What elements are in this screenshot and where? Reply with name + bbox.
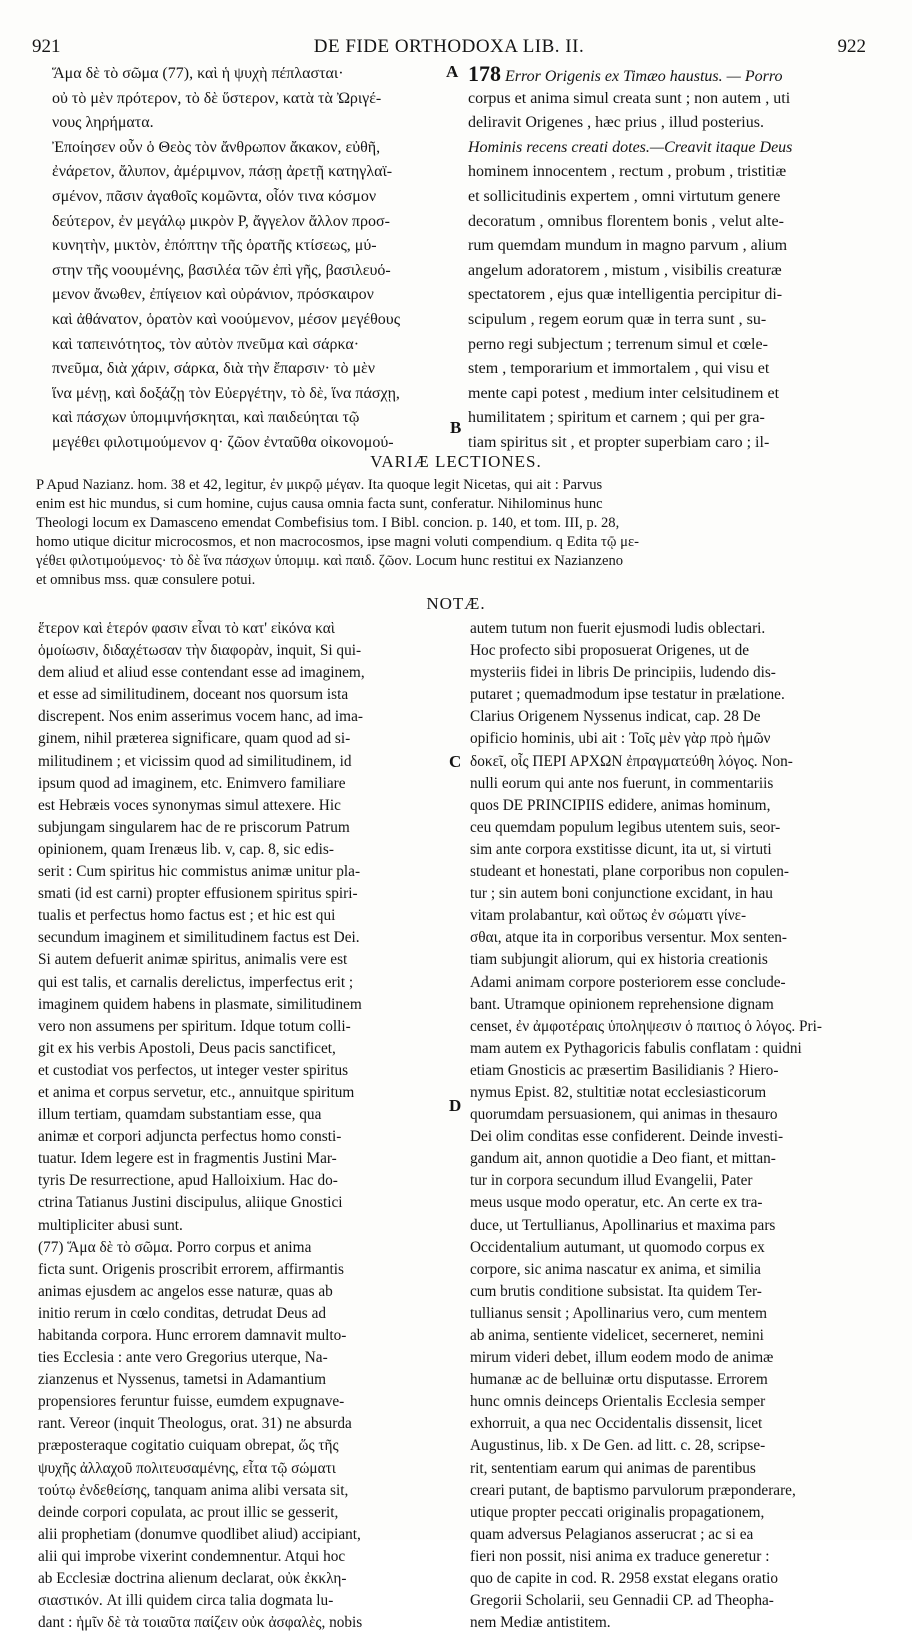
variae-lectiones-text bbox=[36, 476, 876, 590]
note-line: et anima et corpus servetur, etc., annuitque spiritum bbox=[38, 1083, 355, 1101]
note-line: opificio hominis, ubi ait : Τοῖς μὲν γὰρ πρὸ ἡμῶν bbox=[470, 730, 771, 748]
note-line: tualis et perfectus homo factus est ; et hic est qui bbox=[38, 907, 336, 925]
latin-line: mente capi potest , medium inter celsitudinem et bbox=[468, 384, 780, 402]
note-line: dem aliud et aliud esse contendant esse ad imaginem, bbox=[38, 664, 365, 682]
note-line: imaginem quidem habens in plasmate, similitudinem bbox=[38, 995, 362, 1013]
note-line: δοκεῖ, οἷς ΠΕΡΙ ΑΡΧΩΝ ἐπραγματεύθη λόγος. Non- bbox=[470, 752, 793, 770]
note-line: ginem, nihil præterea significare, quam quod ad si- bbox=[38, 730, 351, 748]
note-line: rant. Vereor (inquit Theologus, orat. 31) ne absurda bbox=[38, 1415, 352, 1433]
notae-right-column bbox=[470, 618, 878, 1634]
latin-line: et sollicitudinis expertem , omni virtutum genere bbox=[468, 187, 781, 205]
note-line: propensiores feruntur fuisse, eumdem expugnave- bbox=[38, 1393, 345, 1411]
note-line: censet, ἐν ἀμφοτέραις ὑποληψεσιν ὁ παιτιος ὁ λόγος. Pri- bbox=[470, 1017, 822, 1035]
note-line: Hoc profecto sibi proposuerat Origenes, ut de bbox=[470, 642, 750, 660]
greek-line: μενον ἄνωθεν, ἐπίγειον καὶ οὐράνιον, πρόσκαιρον bbox=[52, 286, 374, 304]
section-number: 178 bbox=[468, 61, 501, 86]
latin-line: rum quemdam mundum in magno parvum , alium bbox=[468, 237, 788, 255]
note-line: ὁμοίωσιν, διδαχέτωσαν τὴν διαφορὰν, inquit, Si qui- bbox=[38, 642, 362, 660]
greek-line: πνεῦμα, διὰ χάριν, σάρκα, διὰ τὴν ἔπαρσιν· τὸ μὲν bbox=[52, 360, 375, 378]
latin-line-text: Error Origenis ex Timæo haustus. — Porro bbox=[505, 68, 783, 85]
note-line: tyris De resurrectione, apud Halloixium. Hac do- bbox=[38, 1172, 338, 1190]
note-line: putaret ; quemadmodum ipse testatur in prælatione. bbox=[470, 686, 785, 704]
note-line: creari putant, de baptismo parvulorum præponderare, bbox=[470, 1481, 796, 1499]
note-line: animas ejusdem ac angelos esse naturæ, quas ab bbox=[38, 1282, 333, 1300]
running-title: DE FIDE ORTHODOXA LIB. II. bbox=[313, 36, 585, 57]
note-line: dant : ἡμῖν δὲ τὰ τοιαῦτα παίζειν οὐκ ἀσφαλὲς, nobis bbox=[38, 1614, 363, 1632]
margin-letter-a: A bbox=[446, 62, 459, 81]
note-line: sim ante corpora exstitisse dicunt, ita ut, si virtuti bbox=[470, 840, 772, 858]
note-line: tiam subjungit aliorum, qui ex historia creationis bbox=[470, 951, 768, 969]
note-line: bant. Utramque opinionem reprehensione dignam bbox=[470, 995, 774, 1013]
note-line: tuatur. Idem legere est in fragmentis Justini Mar- bbox=[38, 1150, 337, 1168]
greek-line: καὶ ταπεινότητος, τὸν αὐτὸν πνεῦμα καὶ σάρκα· bbox=[52, 335, 360, 353]
note-line: subjungam singularem hac de re priscorum Patrum bbox=[38, 818, 350, 836]
latin-line: decoratum , omnibus florentem bonis , velut alte- bbox=[468, 212, 784, 230]
note-line: meus usque modo operatur, etc. An certe ex tra- bbox=[470, 1194, 763, 1212]
note-line: Augustinus, lib. x De Gen. ad litt. c. 28, scripse- bbox=[470, 1437, 766, 1455]
latin-line: humilitatem ; spiritum et carnem ; qui per gra- bbox=[468, 409, 765, 427]
latin-line: deliravit Origenes , hæc prius , illud posterius. bbox=[468, 114, 764, 132]
variant-reading-line: et omnibus mss. quæ consulere potui. bbox=[36, 572, 256, 588]
note-line: autem tutum non fuerit ejusmodi ludis oblectari. bbox=[470, 620, 766, 637]
latin-line: tiam spiritus sit , et propter superbiam caro ; il- bbox=[468, 433, 770, 451]
note-line: quam adversus Pelagianos asserucrat ; ac si ea bbox=[470, 1525, 754, 1543]
note-line: smati (id est carni) propter effusionem spiritus spiri- bbox=[38, 885, 358, 903]
note-line: ab anima, sentiente videlicet, secerneret, nemini bbox=[470, 1327, 764, 1344]
note-line: alii qui improbe vixerint condemnentur. Atqui hoc bbox=[38, 1547, 346, 1565]
greek-line: ἐνάρετον, ἄλυπον, ἀμέριμνον, πάσῃ ἀρετῇ κατηγλαϊ- bbox=[52, 163, 393, 181]
greek-line: μεγέθει φιλοτιμούμενον q· ζῶον ἐνταῦθα οἰκονομού- bbox=[52, 433, 394, 451]
note-line: cum brutis conditione subsistat. Ita quidem Ter- bbox=[470, 1282, 762, 1300]
notae-left-column bbox=[38, 618, 458, 1634]
note-line: initio rerum in cœlo conditas, detrudat Deus ad bbox=[38, 1304, 327, 1322]
note-line: ipsum quod ad imaginem, etc. Enimvero familiare bbox=[38, 774, 346, 792]
note-line: et custodiat vos perfectos, ut integer vester spiritus bbox=[38, 1061, 349, 1079]
note-line: vitam prolabantur, καὶ οὕτως ἐν σώματι γίνε- bbox=[470, 907, 747, 925]
note-line: opinionem, quam Irenæus lib. v, cap. 8, sic edis- bbox=[38, 840, 334, 858]
page-number-left: 921 bbox=[32, 36, 61, 57]
note-line: ceu quemdam populum legibus utentem suis, seor- bbox=[470, 818, 781, 836]
note-line: nem Mediæ antistitem. bbox=[470, 1614, 611, 1632]
note-line: illum tertiam, quamdam substantiam esse, qua bbox=[38, 1106, 322, 1124]
page-number-right: 922 bbox=[837, 36, 866, 57]
note-line: fieri non possit, nisi anima ex traduce generetur : bbox=[470, 1547, 770, 1565]
latin-line: corpus et anima simul creata sunt ; non autem , uti bbox=[468, 89, 791, 107]
greek-line: οὐ τὸ μὲν πρότερον, τὸ δὲ ὕστερον, κατὰ τὰ Ὠριγέ- bbox=[52, 89, 382, 107]
note-line: ab Ecclesiæ doctrina alienum declarat, οὐκ ἐκκλη- bbox=[38, 1570, 347, 1588]
note-line: zianzenus et Nyssenus, tametsi in Adamantium bbox=[38, 1371, 327, 1389]
latin-line: perno regi subjectum ; terrenum simul et cœle- bbox=[468, 335, 768, 353]
greek-line: κυνητὴν, μικτὸν, ἐπόπτην τῆς ὁρατῆς κτίσεως, μύ- bbox=[52, 237, 377, 255]
note-line: hunc omnis deinceps Orientalis Ecclesia semper bbox=[470, 1393, 766, 1411]
latin-line: scipulum , regem eorum quæ in terra sunt , su- bbox=[468, 310, 767, 328]
note-line: multipliciter abusi sunt. bbox=[38, 1216, 183, 1234]
note-line: mysteriis fidei in libris De principiis, ludendo dis- bbox=[470, 664, 776, 682]
note-line: duce, ut Tertullianus, Apollinarius et maxima pars bbox=[470, 1216, 776, 1234]
note-line: tullianus sensit ; Apollinarius vero, cum mentem bbox=[470, 1304, 767, 1322]
note-line: ctrina Tatianus Justini discipulus, aliique Gnostici bbox=[38, 1194, 343, 1212]
note-line: exhorruit, a qua nec Occidentalis dissensit, licet bbox=[470, 1415, 763, 1433]
note-line: Gregorii Scholarii, seu Gennadii CP. ad Theopha- bbox=[470, 1592, 774, 1610]
greek-text-column bbox=[52, 62, 447, 456]
note-line: etiam Gnosticis ac præsertim Basilidianis ? Hiero- bbox=[470, 1061, 779, 1079]
margin-letter-d: D bbox=[449, 1096, 462, 1115]
note-line: quo de capite in cod. R. 2958 exstat elegans oratio bbox=[470, 1570, 778, 1588]
margin-letter-c: C bbox=[449, 752, 462, 771]
latin-line: hominem innocentem , rectum , probum , tristitiæ bbox=[468, 163, 787, 181]
running-head bbox=[32, 36, 866, 60]
greek-line: στην τῆς νοουμένης, βασιλέα τῶν ἐπὶ γῆς, βασιλευό- bbox=[52, 261, 391, 279]
note-line: est Hebræis voces synonymas simul attexere. Hic bbox=[38, 796, 341, 814]
variant-reading-line: enim est hic mundus, si cum homine, cujus causa omnia facta sunt, conferatur. Nihilominus hunc bbox=[36, 496, 603, 512]
note-line: gandum ait, annon quotidie a Deo fiant, et mittan- bbox=[470, 1150, 776, 1168]
note-line: ἕτερον καὶ ἑτερόν φασιν εἶναι τὸ κατ' εἰκόνα καὶ bbox=[38, 620, 335, 637]
note-line: Clarius Origenem Nyssenus indicat, cap. 28 De bbox=[470, 708, 761, 726]
note-line: corpore, sic anima nascatur ex anima, et similia bbox=[470, 1260, 761, 1278]
latin-line: angelum adoratorem , mistum , visibilis creaturæ bbox=[468, 261, 782, 279]
greek-line: νους ληρήματα. bbox=[52, 114, 154, 132]
note-line: deinde corpori copulata, ac prout illic se gesserit, bbox=[38, 1503, 339, 1521]
note-line: Adami animam corpore posteriorem esse conclude- bbox=[470, 973, 786, 991]
latin-line: spectatorem , ejus quæ intelligentia percipitur di- bbox=[468, 286, 783, 304]
note-line: Dei olim conditas esse confiderent. Deinde investi- bbox=[470, 1128, 784, 1146]
latin-line: stem , temporarium et immortalem , qui visu et bbox=[468, 360, 770, 378]
note-line: σιαστικόν. At illi quidem circa talia dogmata lu- bbox=[38, 1592, 334, 1610]
margin-letter-b: B bbox=[450, 418, 462, 437]
greek-line: δεύτερον, ἐν μεγάλῳ μικρὸν P, ἄγγελον ἄλλον προσ- bbox=[52, 212, 390, 230]
note-line: habitanda corpora. Hunc errorem damnavit multo- bbox=[38, 1327, 347, 1344]
note-line: tur in corpora secundum illud Evangelii, Pater bbox=[470, 1172, 753, 1190]
latin-text-column bbox=[468, 62, 870, 456]
note-line: studeant et honestati, plane corporibus non copulen- bbox=[470, 863, 790, 881]
note-line: mam autem ex Pythagoricis fabulis conflatam : quidni bbox=[470, 1039, 802, 1057]
note-line: (77) Ἅμα δὲ τὸ σῶμα. Porro corpus et anima bbox=[38, 1238, 312, 1256]
latin-line: Hominis recens creati dotes.—Creavit itaque Deus bbox=[468, 138, 793, 156]
note-line: utique propter peccati originalis propagationem, bbox=[470, 1503, 765, 1521]
note-line: discrepent. Nos enim asserimus vocem hanc, ad ima- bbox=[38, 708, 363, 726]
note-line: git ex his verbis Apostoli, Deus pacis sanctificet, bbox=[38, 1039, 336, 1057]
greek-line: Ἐποίησεν οὖν ὁ Θεὸς τὸν ἄνθρωπον ἄκακον, εὐθῆ, bbox=[52, 138, 381, 156]
note-line: serit : Cum spiritus hic commistus animæ unitur pla- bbox=[38, 863, 361, 881]
greek-line: ἵνα μένῃ, καὶ δοξάζῃ τὸν Εὐεργέτην, τὸ δὲ, ἵνα πάσχῃ, bbox=[52, 384, 400, 402]
note-line: animæ et corpori adjuncta perfectus homo consti- bbox=[38, 1128, 342, 1146]
variant-reading-line: Theologi locum ex Damasceno emendat Combefisius tom. I Bibl. concion. p. 140, et tom. III, p. 28, bbox=[36, 515, 620, 531]
greek-line: καὶ πάσχων ὑπομιμνήσκηται, καὶ παιδεύηται τῷ bbox=[52, 409, 360, 427]
note-line: Occidentalium autumant, ut quomodo corpus ex bbox=[470, 1238, 765, 1256]
variae-lectiones-heading: VARIÆ LECTIONES. bbox=[370, 452, 542, 471]
note-line: alii prophetiam (donumve quodlibet aliud) accipiant, bbox=[38, 1525, 361, 1543]
note-line: quorumdam persuasionem, qui animas in thesauro bbox=[470, 1106, 778, 1124]
note-line: σθαι, atque ita in corporibus versentur. Mox senten- bbox=[470, 929, 787, 947]
variant-reading-line: P Apud Nazianz. hom. 38 et 42, legitur, ἐν μικρῷ μέγαν. Ita quoque legit Nicetas, qui ait : Parvus bbox=[36, 477, 603, 493]
note-line: vero non assumens per spiritum. Idque totum colli- bbox=[38, 1017, 351, 1035]
note-line: nymus Epist. 82, stultitiæ notat ecclesiasticorum bbox=[470, 1083, 767, 1101]
note-line: Si autem defuerit animæ spiritus, animalis vere est bbox=[38, 951, 348, 969]
note-line: secundum imaginem et similitudinem factus est Dei. bbox=[38, 929, 360, 947]
note-line: ficta sunt. Origenis proscribit errorem, affirmantis bbox=[38, 1260, 344, 1278]
note-line: qui est talis, et carnalis derelictus, imperfectus erit ; bbox=[38, 973, 354, 991]
greek-line: Ἅμα δὲ τὸ σῶμα (77), καὶ ἡ ψυχὴ πέπλασται· bbox=[52, 65, 344, 82]
note-line: nulli eorum qui ante nos fuerunt, in commentariis bbox=[470, 774, 774, 792]
note-line: et esse ad similitudinem, doceant nos quorsum ista bbox=[38, 686, 349, 704]
note-line: tur ; sin autem boni conjunctione excidant, in hau bbox=[470, 885, 773, 903]
latin-line bbox=[468, 62, 870, 87]
greek-line: σμένον, πᾶσιν ἀγαθοῖς κομῶντα, οἷόν τινα κόσμον bbox=[52, 187, 377, 205]
note-line: ψυχῆς ἀλλαχοῦ πολιτευσαμένης, εἶτα τῷ σώματι bbox=[38, 1459, 336, 1477]
variant-reading-line: homo utique dicitur microcosmos, et non macrocosmos, ipse magni voluti compendium. q Edita τῷ με- bbox=[36, 534, 639, 550]
notae-heading: NOTÆ. bbox=[426, 594, 486, 613]
variant-reading-line: γέθει φιλοτιμούμενος· τὸ δὲ ἵνα πάσχων ὑπομιμ. καὶ παιδ. ζῶον. Locum hunc restitui ex Nazianzeno bbox=[36, 553, 624, 569]
note-line: τούτῳ ἐνδεθείσης, tanquam anima alibi versata sit, bbox=[38, 1481, 349, 1499]
greek-line: καὶ ἀθάνατον, ὁρατὸν καὶ νοούμενον, μέσον μεγέθους bbox=[52, 310, 401, 328]
note-line: mirum videri debet, illum eodem modo de animæ bbox=[470, 1349, 774, 1367]
note-line: rit, sententiam earum qui animas de parentibus bbox=[470, 1459, 756, 1477]
note-line: militudinem ; et vicissim quod ad similitudinem, id bbox=[38, 752, 352, 770]
note-line: quos DE PRINCIPIIS edidere, animas hominum, bbox=[470, 796, 771, 814]
note-line: præposteraque cogitatio cuiquam obrepat, ὥς τῆς bbox=[38, 1437, 339, 1455]
note-line: humanæ ac de belluinæ ortu disputasse. Errorem bbox=[470, 1371, 768, 1389]
note-line: ties Ecclesia : ante vero Gregorius uterque, Na- bbox=[38, 1349, 328, 1367]
